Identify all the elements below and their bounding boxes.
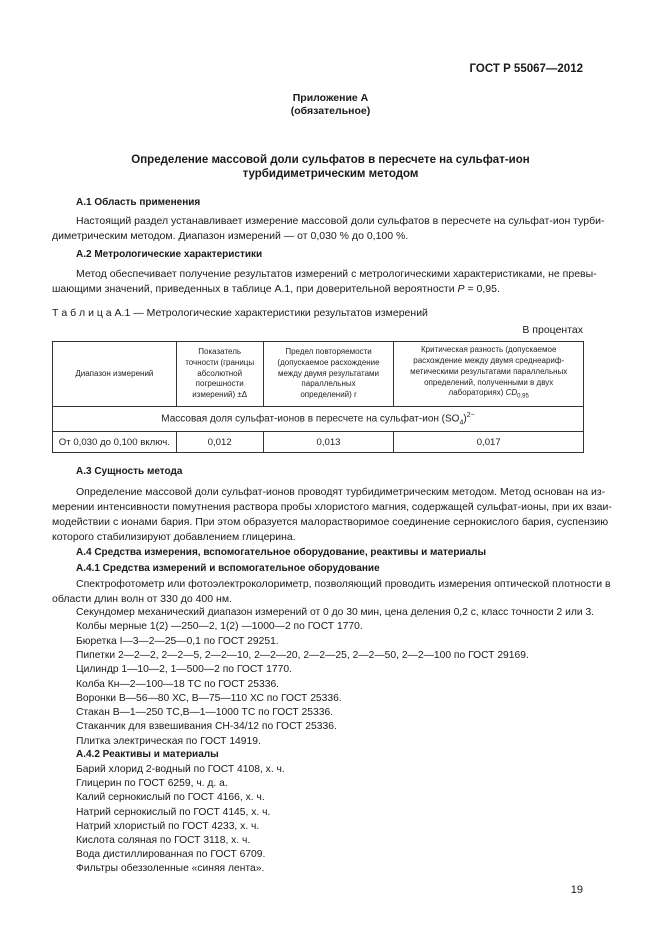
header-range: Диапазон измерений [53,342,177,407]
list-item: Глицерин по ГОСТ 6259, ч. д. а. [76,778,228,789]
section-a42-title: А.4.2 Реактивы и материалы [76,749,219,760]
annex-status: (обязательное) [290,105,371,117]
header-accuracy: Показатель точности (границы абсолютной погрешности измерений) ±Δ [176,342,263,407]
list-item: Калий сернокислый по ГОСТ 4166, х. ч. [76,792,265,803]
list-item: Колба Кн—2—100—18 ТС по ГОСТ 25336. [76,679,280,690]
list-item: Барий хлорид 2-водный по ГОСТ 4108, х. ч. [76,764,285,775]
list-item: Секундомер механический диапазон измерений от 0 до 30 мин, цена деления 0,2 с, класс точности 2 или 3. [76,607,595,618]
cell-range: От 0,030 до 0,100 включ. [53,432,177,453]
list-item: Фильтры обеззоленные «синяя лента». [76,863,265,874]
list-item: Натрий сернокислый по ГОСТ 4145, х. ч. [76,807,271,818]
list-item: Натрий хлористый по ГОСТ 4233, х. ч. [76,821,260,832]
section-a3-line: мерении интенсивности помутнения раствора пробы хлористого магния, содержащей сульфат-ионы, при их взаи- [52,501,612,513]
section-a3-line: модействии с ионами бария. При этом образуется малорастворимое соединение сернокислого бария, суспензию [52,516,609,528]
section-a41-line: области длин волн от 330 до 400 нм. [52,593,232,605]
table-units: В процентах [522,324,583,336]
annex-title: Приложение А [292,92,369,104]
annex-heading-line1: Определение массовой доли сульфатов в пересчете на сульфат-ион [131,154,530,166]
section-a2-line1: Метод обеспечивает получение результатов измерений с метрологическими характеристиками, не превы- [76,268,597,280]
section-a41-title: А.4.1 Средства измерений и вспомогательное оборудование [76,563,380,574]
list-item: Колбы мерные 1(2) —250—2, 1(2) —1000—2 по ГОСТ 1770. [76,621,363,632]
cell-repeatability: 0,013 [263,432,394,453]
annex-heading-line2: турбидиметрическим методом [242,168,419,180]
header-repeatability: Предел повторяемости (допускаемое расхождение между двумя результатами параллельных определений) r [263,342,394,407]
list-item: Стаканчик для взвешивания СН-34/12 по ГОСТ 25336. [76,721,337,732]
header-critical-difference: Критическая разность (допускаемое расхождение между двумя среднеариф- метическими результатами параллельных определений, полученными в двух лабораториях) $CD_{0,95}$ [394,342,584,407]
list-item: Пипетки 2—2—2, 2—2—5, 2—2—10, 2—2—20, 2—2—25, 2—2—50, 2—2—100 по ГОСТ 29169. [76,650,529,661]
table-header-row [53,342,584,407]
cell-critical: 0,017 [394,432,584,453]
section-a3-title: А.3 Сущность метода [76,466,183,477]
table-row [53,432,584,453]
list-item: Цилиндр 1—10—2, 1—500—2 по ГОСТ 1770. [76,664,292,675]
sulfate-heading-cell: Массовая доля сульфат-ионов в пересчете на сульфат-ион $(SO_4)^{2-}$ [53,407,584,432]
page-number: 19 [570,884,583,896]
section-a41-line: Спектрофотометр или фотоэлектроколориметр, позволяющий проводить измерения оптической плотности в [76,578,611,590]
section-a4-title: А.4 Средства измерения, вспомогательное оборудование, реактивы и материалы [76,547,487,558]
section-a3-line: Определение массовой доли сульфат-ионов проводят турбидиметрическим методом. Метод основан на из- [76,486,606,498]
section-a1-line2: диметрическим методом. Диапазон измерений — от 0,030 % до 0,100 %. [52,230,409,242]
list-item: Плитка электрическая по ГОСТ 14919. [76,736,261,747]
table-caption: Т а б л и ц а А.1 — Метрологические характеристики результатов измерений [52,307,428,319]
list-item: Бюретка I—3—2—25—0,1 по ГОСТ 29251. [76,636,279,647]
cell-accuracy: 0,012 [176,432,263,453]
section-a1-title: А.1 Область применения [76,197,201,208]
section-a2-line2: шающими значений, приведенных в таблице А.1, при доверительной вероятности P = 0,95. [52,283,500,295]
metrology-table [52,341,584,453]
section-a3-line: которого стабилизируют добавлением глицерина. [52,531,296,543]
section-a1-line1: Настоящий раздел устанавливает измерение массовой доли сульфатов в пересчете на сульфат-ион турби- [76,215,605,227]
list-item: Вода дистиллированная по ГОСТ 6709. [76,849,266,860]
list-item: Кислота соляная по ГОСТ 3118, х. ч. [76,835,251,846]
list-item: Стакан В—1—250 ТС,В—1—1000 ТС по ГОСТ 25336. [76,707,334,718]
section-a2-title: А.2 Метрологические характеристики [76,249,263,260]
list-item: Воронки В—56—80 ХС, В—75—110 ХС по ГОСТ 25336. [76,693,342,704]
standard-number: ГОСТ Р 55067—2012 [469,63,583,75]
table-span-row [53,407,584,432]
